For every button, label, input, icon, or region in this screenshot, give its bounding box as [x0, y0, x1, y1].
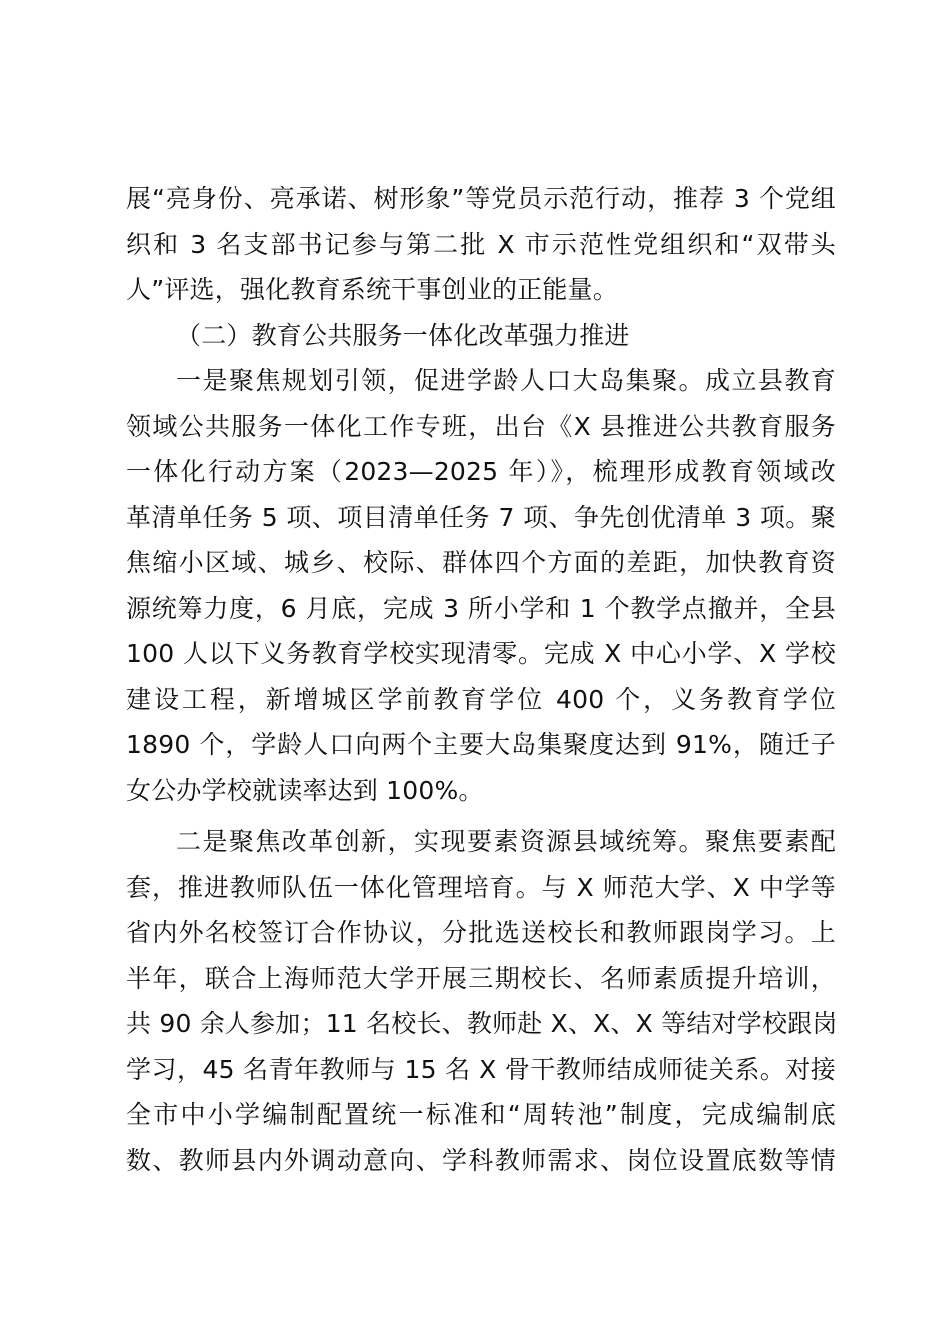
- paragraph-line: 数、教师县内外调动意向、学科教师需求、岗位设置底数等情: [126, 1145, 836, 1175]
- paragraph-line: 共 90 余人参加；11 名校长、教师赴 X、X、X 等结对学校跟岗: [126, 1009, 838, 1038]
- paragraph-line: 半年，联合上海师范大学开展三期校长、名师素质提升培训，: [126, 963, 836, 993]
- paragraph-line: 一体化行动方案（2023—2025 年）》，梳理形成教育领域改: [126, 457, 836, 486]
- paragraph-line: 革清单任务 5 项、项目清单任务 7 项、争先创优清单 3 项。聚: [126, 502, 836, 532]
- paragraph-line: 一是聚焦规划引领，促进学龄人口大岛集聚。成立县教育: [176, 366, 836, 395]
- paragraph-line: 女公办学校就读率达到 100%。: [126, 775, 484, 805]
- paragraph-line: 人”评选，强化教育系统干事创业的正能量。: [126, 275, 618, 304]
- paragraph-line: 源统筹力度，6 月底，完成 3 所小学和 1 个教学点撤并，全县: [126, 593, 836, 623]
- document-body: [126, 176, 836, 1183]
- paragraph-line: 套，推进教师队伍一体化管理培育。与 X 师范大学、X 中学等: [126, 872, 836, 902]
- paragraph-line: 焦缩小区域、城乡、校际、群体四个方面的差距，加快教育资: [126, 548, 836, 577]
- paragraph-line: 100 人以下义务教育学校实现清零。完成 X 中心小学、X 学校: [126, 639, 836, 668]
- paragraph-line: 1890 个，学龄人口向两个主要大岛集聚度达到 91%，随迁子: [126, 730, 836, 759]
- paragraph-line: 省内外名校签订合作协议，分批选送校长和教师跟岗学习。上: [126, 918, 836, 947]
- paragraph-line: 二是聚焦改革创新，实现要素资源县域统筹。聚焦要素配: [176, 827, 836, 856]
- paragraph-line: 展“亮身份、亮承诺、树形象”等党员示范行动，推荐 3 个党组: [126, 184, 836, 213]
- paragraph-line: 织和 3 名支部书记参与第二批 X 市示范性党组织和“双带头: [126, 229, 836, 259]
- paragraph-line: 全市中小学编制配置统一标准和“周转池”制度，完成编制底: [126, 1100, 836, 1129]
- paragraph-line: 学习，45 名青年教师与 15 名 X 骨干教师结成师徒关系。对接: [126, 1054, 836, 1084]
- paragraph-line: 领域公共服务一体化工作专班，出台《X 县推进公共教育服务: [126, 411, 836, 441]
- paragraph-line: 建设工程，新增城区学前教育学位 400 个，义务教育学位: [126, 684, 836, 714]
- section-heading: （二）教育公共服务一体化改革强力推进: [176, 320, 630, 350]
